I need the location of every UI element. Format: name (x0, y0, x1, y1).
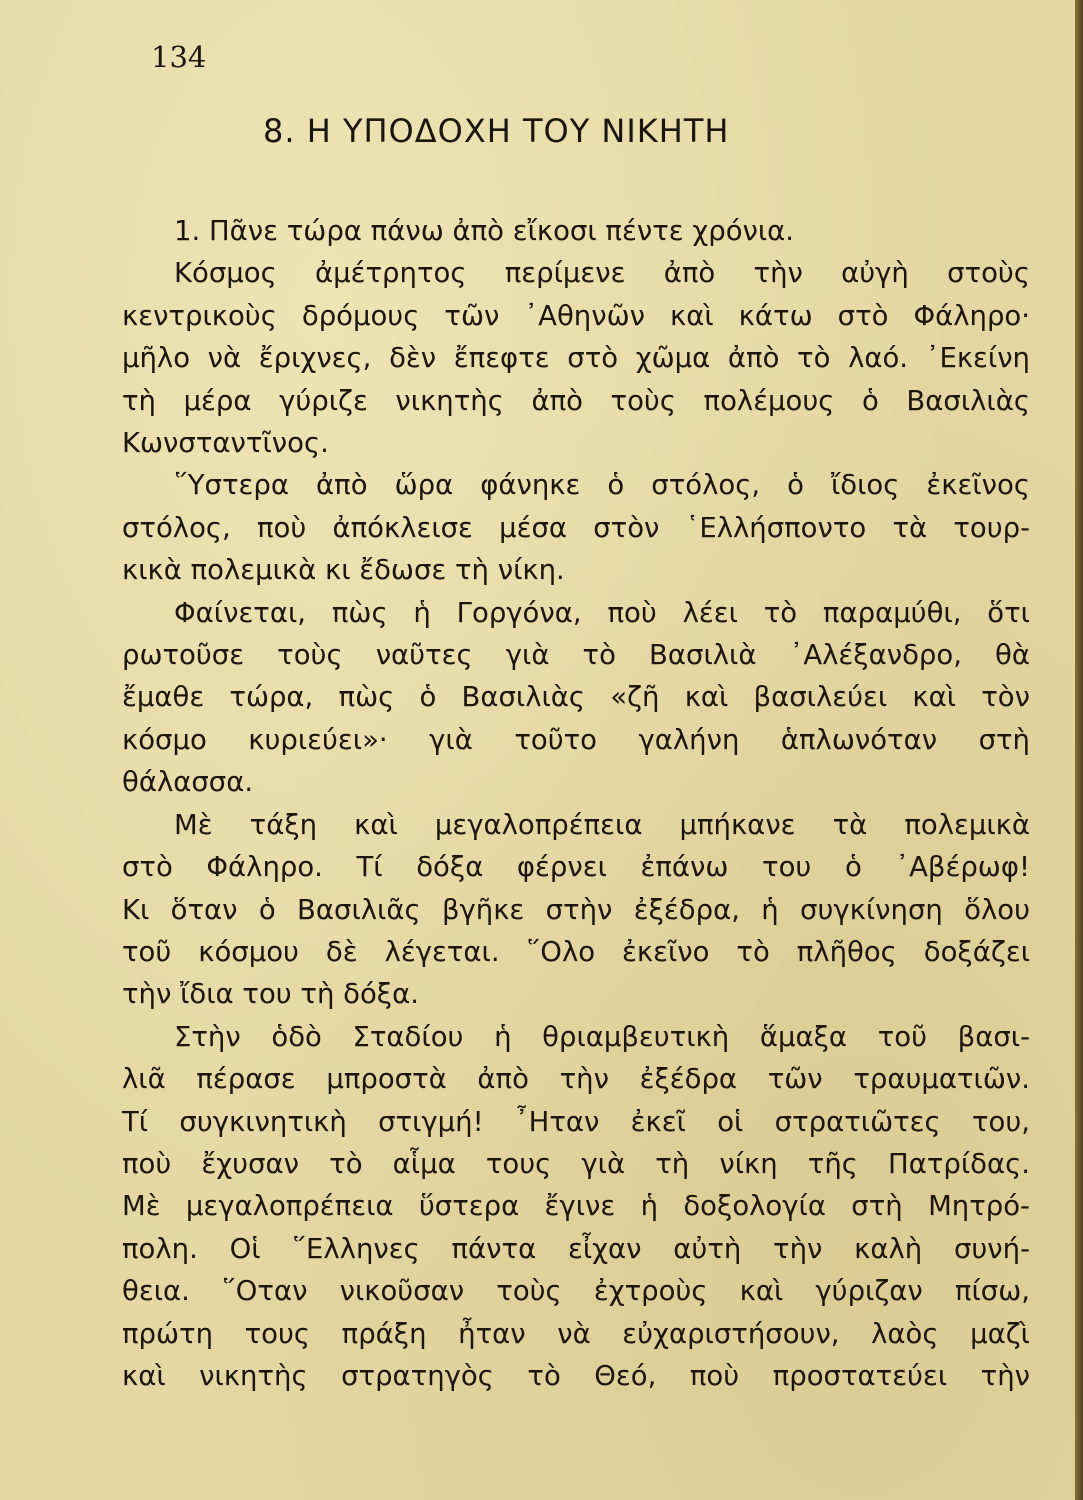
page-number: 134 (151, 40, 207, 74)
text-line: ἔμαθε τώρα, πὼς ὁ Βασιλιὰς «ζῆ καὶ βασιλεύει καὶ τὸν (122, 681, 1030, 714)
text-line: κικὰ πολεμικὰ κι ἔδωσε τὴ νίκη. (122, 554, 565, 587)
text-line: θάλασσα. (122, 766, 254, 799)
text-line: Κι ὅταν ὁ Βασιλιᾶς βγῆκε στὴν ἐξέδρα, ἡ συγκίνηση ὅλου (122, 893, 1030, 926)
text-line: Μὲ τάξη καὶ μεγαλοπρέπεια μπήκανε τὰ πολεμικὰ (174, 808, 1030, 841)
text-line: ρωτοῦσε τοὺς ναῦτες γιὰ τὸ Βασιλιὰ ᾿Αλέξανδρο, θὰ (122, 639, 1030, 672)
text-line: Στὴν ὁδὸ Σταδίου ἡ θριαμβευτικὴ ἅμαξα τοῦ βασι- (174, 1020, 1030, 1053)
text-line: κόσμο κυριεύει»· γιὰ τοῦτο γαλήνη ἁπλωνόταν στὴ (122, 723, 1030, 756)
text-line: τὴν ἴδια του τὴ δόξα. (122, 978, 420, 1011)
text-line: ῞Υστερα ἀπὸ ὥρα φάνηκε ὁ στόλος, ὁ ἴδιος ἐκεῖνος (174, 469, 1030, 502)
text-line: Φαίνεται, πὼς ἡ Γοργόνα, ποὺ λέει τὸ παραμύθι, ὅτι (174, 596, 1030, 629)
text-line: στόλος, ποὺ ἀπόκλεισε μέσα στὸν ῾Ελλήσποντο τὰ τουρ- (122, 511, 1030, 544)
text-line: πρώτη τους πράξη ἦταν νὰ εὐχαριστήσουν, λαὸς μαζὶ (122, 1317, 1030, 1350)
chapter-title: 8. Η ΥΠΟΔΟΧΗ ΤΟΥ ΝΙΚΗΤΗ (263, 112, 730, 150)
text-line: κεντρικοὺς δρόμους τῶν ᾿Αθηνῶν καὶ κάτω στὸ Φάληρο· (122, 299, 1030, 332)
text-line: πολη. Οἱ ῞Ελληνες πάντα εἶχαν αὐτὴ τὴν καλὴ συνή- (122, 1232, 1030, 1265)
body-text (122, 210, 1030, 1397)
page-edge (1075, 0, 1083, 1500)
text-line: τοῦ κόσμου δὲ λέγεται. ῞Ολο ἐκεῖνο τὸ πλῆθος δοξάζει (122, 935, 1030, 968)
text-line: καὶ νικητὴς στρατηγὸς τὸ Θεό, ποὺ προστατεύει τὴν (122, 1359, 1030, 1392)
text-line: Μὲ μεγαλοπρέπεια ὕστερα ἔγινε ἡ δοξολογία στὴ Μητρό- (122, 1190, 1030, 1223)
text-line: τὴ μέρα γύριζε νικητὴς ἀπὸ τοὺς πολέμους ὁ Βασιλιὰς (122, 384, 1030, 417)
text-line: Κωνσταντῖνος. (122, 427, 329, 460)
text-line: λιᾶ πέρασε μπροστὰ ἀπὸ τὴν ἐξέδρα τῶν τραυματιῶν. (122, 1063, 1030, 1096)
text-line: Τί συγκινητικὴ στιγμή! ῏Ηταν ἐκεῖ οἱ στρατιῶτες του, (122, 1105, 1030, 1138)
text-line: ποὺ ἔχυσαν τὸ αἷμα τους γιὰ τὴ νίκη τῆς Πατρίδας. (122, 1147, 1030, 1180)
text-line: 1. Πᾶνε τώρα πάνω ἀπὸ εἴκοσι πέντε χρόνια. (174, 215, 795, 247)
text-line: μῆλο νὰ ἔριχνες, δὲν ἔπεφτε στὸ χῶμα ἀπὸ τὸ λαό. ᾿Εκείνη (122, 342, 1030, 375)
text-line: στὸ Φάληρο. Τί δόξα φέρνει ἐπάνω του ὁ ᾿Αβέρωφ! (122, 851, 1030, 884)
text-line: θεια. ῞Οταν νικοῦσαν τοὺς ἐχτροὺς καὶ γύριζαν πίσω, (122, 1275, 1030, 1308)
text-line: Κόσμος ἀμέτρητος περίμενε ἀπὸ τὴν αὐγὴ στοὺς (174, 257, 1030, 290)
